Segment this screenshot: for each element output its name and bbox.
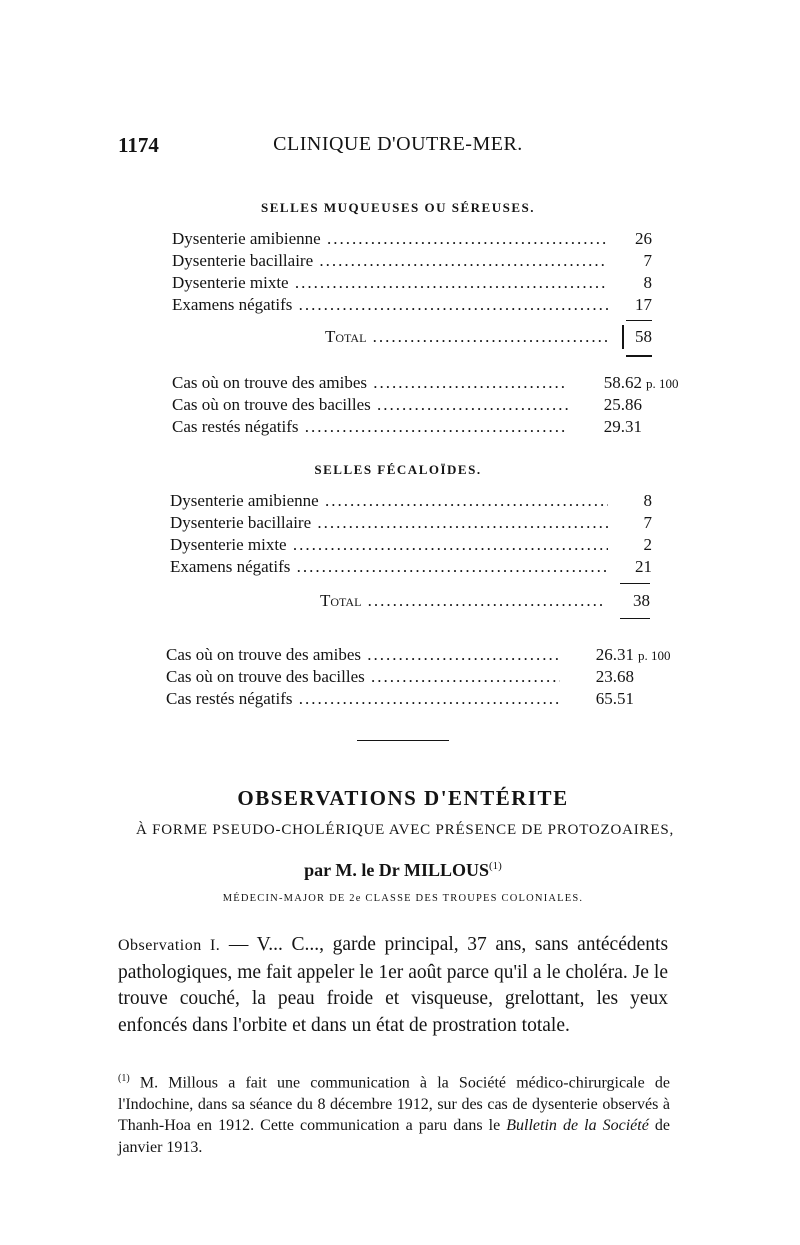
author-rank: MÉDECIN-MAJOR DE 2e CLASSE DES TROUPES COLONIALES. bbox=[222, 893, 584, 904]
table-row bbox=[170, 490, 652, 512]
sum-rule bbox=[620, 583, 650, 584]
row-label: Cas où on trouve des amibes ..... bbox=[166, 644, 560, 666]
total-value: 38 bbox=[606, 590, 650, 612]
article-author bbox=[118, 860, 688, 881]
row-label: Dysenterie mixte ..... bbox=[170, 534, 608, 556]
table-row bbox=[172, 294, 652, 316]
row-value: 26.31 bbox=[560, 644, 634, 666]
table-row bbox=[170, 512, 652, 534]
total-row bbox=[320, 590, 650, 612]
row-value: 26 bbox=[608, 228, 652, 250]
percent-unit: p. 100 bbox=[638, 648, 671, 663]
section-divider bbox=[357, 740, 449, 741]
row-value: 8 bbox=[608, 272, 652, 294]
table-row bbox=[172, 228, 652, 250]
row-label: Dysenterie amibienne ..... bbox=[170, 490, 608, 512]
table-row bbox=[172, 272, 652, 294]
table-row bbox=[172, 416, 642, 438]
footnote-journal: Bulletin de la Société bbox=[506, 1117, 649, 1135]
total-underline bbox=[626, 355, 652, 357]
page-header bbox=[118, 133, 678, 163]
section-heading-muqueuses: SELLES MUQUEUSES OU SÉREUSES. bbox=[261, 200, 535, 215]
sum-rule bbox=[626, 320, 652, 321]
total-bar bbox=[622, 325, 624, 349]
row-label: Examens négatifs ..... bbox=[170, 556, 608, 578]
footnote-tail: de janvier 1913. bbox=[118, 1117, 670, 1156]
article-title: OBSERVATIONS D'ENTÉRITE bbox=[237, 786, 569, 810]
author-name: par M. le Dr MILLOUS bbox=[304, 860, 489, 880]
table-row bbox=[166, 666, 634, 688]
table-row bbox=[172, 372, 642, 394]
total-value: 58 bbox=[608, 326, 652, 348]
author-note-mark: (1) bbox=[489, 860, 502, 872]
row-label: Cas où on trouve des amibes ..... bbox=[172, 372, 568, 394]
row-value: 7 bbox=[608, 250, 652, 272]
row-value: 21 bbox=[608, 556, 652, 578]
row-label: Examens négatifs ..... bbox=[172, 294, 608, 316]
footnote-text: M. Millous a fait une communication à la Société médico-chirurgicale de l'Indochine, dans sa séance du 8 décembre 1912, sur des cas de dysenterie observés à Thanh-Hoa en 1912. Cette communication a paru dans le bbox=[118, 1074, 670, 1135]
table-row bbox=[172, 394, 642, 416]
total-label: Total ..... bbox=[320, 590, 606, 612]
row-value: 23.68 bbox=[560, 666, 634, 688]
total-label: Total ..... bbox=[325, 326, 608, 348]
row-label: Dysenterie bacillaire ..... bbox=[172, 250, 608, 272]
footnote-mark: (1) bbox=[118, 1073, 130, 1084]
table-row bbox=[170, 556, 652, 578]
row-label: Cas restés négatifs ..... bbox=[166, 688, 560, 710]
running-title: CLINIQUE D'OUTRE-MER. bbox=[273, 133, 523, 155]
table-row bbox=[166, 688, 634, 710]
row-value: 7 bbox=[608, 512, 652, 534]
observation-lead: Observation I. bbox=[118, 937, 221, 954]
table-row bbox=[166, 644, 634, 666]
page-number: 1174 bbox=[118, 133, 159, 157]
article-subtitle: À FORME PSEUDO-CHOLÉRIQUE AVEC PRÉSENCE DE PROTOZOAIRES, bbox=[135, 822, 675, 838]
row-label: Cas restés négatifs ..... bbox=[172, 416, 568, 438]
table-row bbox=[172, 250, 652, 272]
row-label: Dysenterie amibienne ..... bbox=[172, 228, 608, 250]
table-row bbox=[170, 534, 652, 556]
row-value: 58.62 bbox=[568, 372, 642, 394]
footnote bbox=[118, 1068, 670, 1158]
observation-paragraph bbox=[118, 932, 668, 1039]
percent-unit: p. 100 bbox=[646, 376, 679, 391]
row-label: Dysenterie bacillaire ..... bbox=[170, 512, 608, 534]
row-value: 17 bbox=[608, 294, 652, 316]
section-heading-fecaloides: SELLES FÉCALOÏDES. bbox=[314, 462, 482, 477]
row-value: 65.51 bbox=[560, 688, 634, 710]
observation-body: — V... C..., garde principal, 37 ans, sans antécédents pathologiques, me fait appeler le 1er août parce qu'il a le choléra. Je le trouve couché, la peau froide et visqueuse, grelottant, les yeux enfoncés dans l'orbite et dans un état de prostration totale. bbox=[118, 934, 669, 1036]
total-row bbox=[325, 326, 652, 348]
row-value: 8 bbox=[608, 490, 652, 512]
total-underline bbox=[620, 618, 650, 619]
row-label: Dysenterie mixte ..... bbox=[172, 272, 608, 294]
row-value: 25.86 bbox=[568, 394, 642, 416]
row-value: 29.31 bbox=[568, 416, 642, 438]
row-label: Cas où on trouve des bacilles ..... bbox=[172, 394, 568, 416]
row-value: 2 bbox=[608, 534, 652, 556]
row-label: Cas où on trouve des bacilles ..... bbox=[166, 666, 560, 688]
